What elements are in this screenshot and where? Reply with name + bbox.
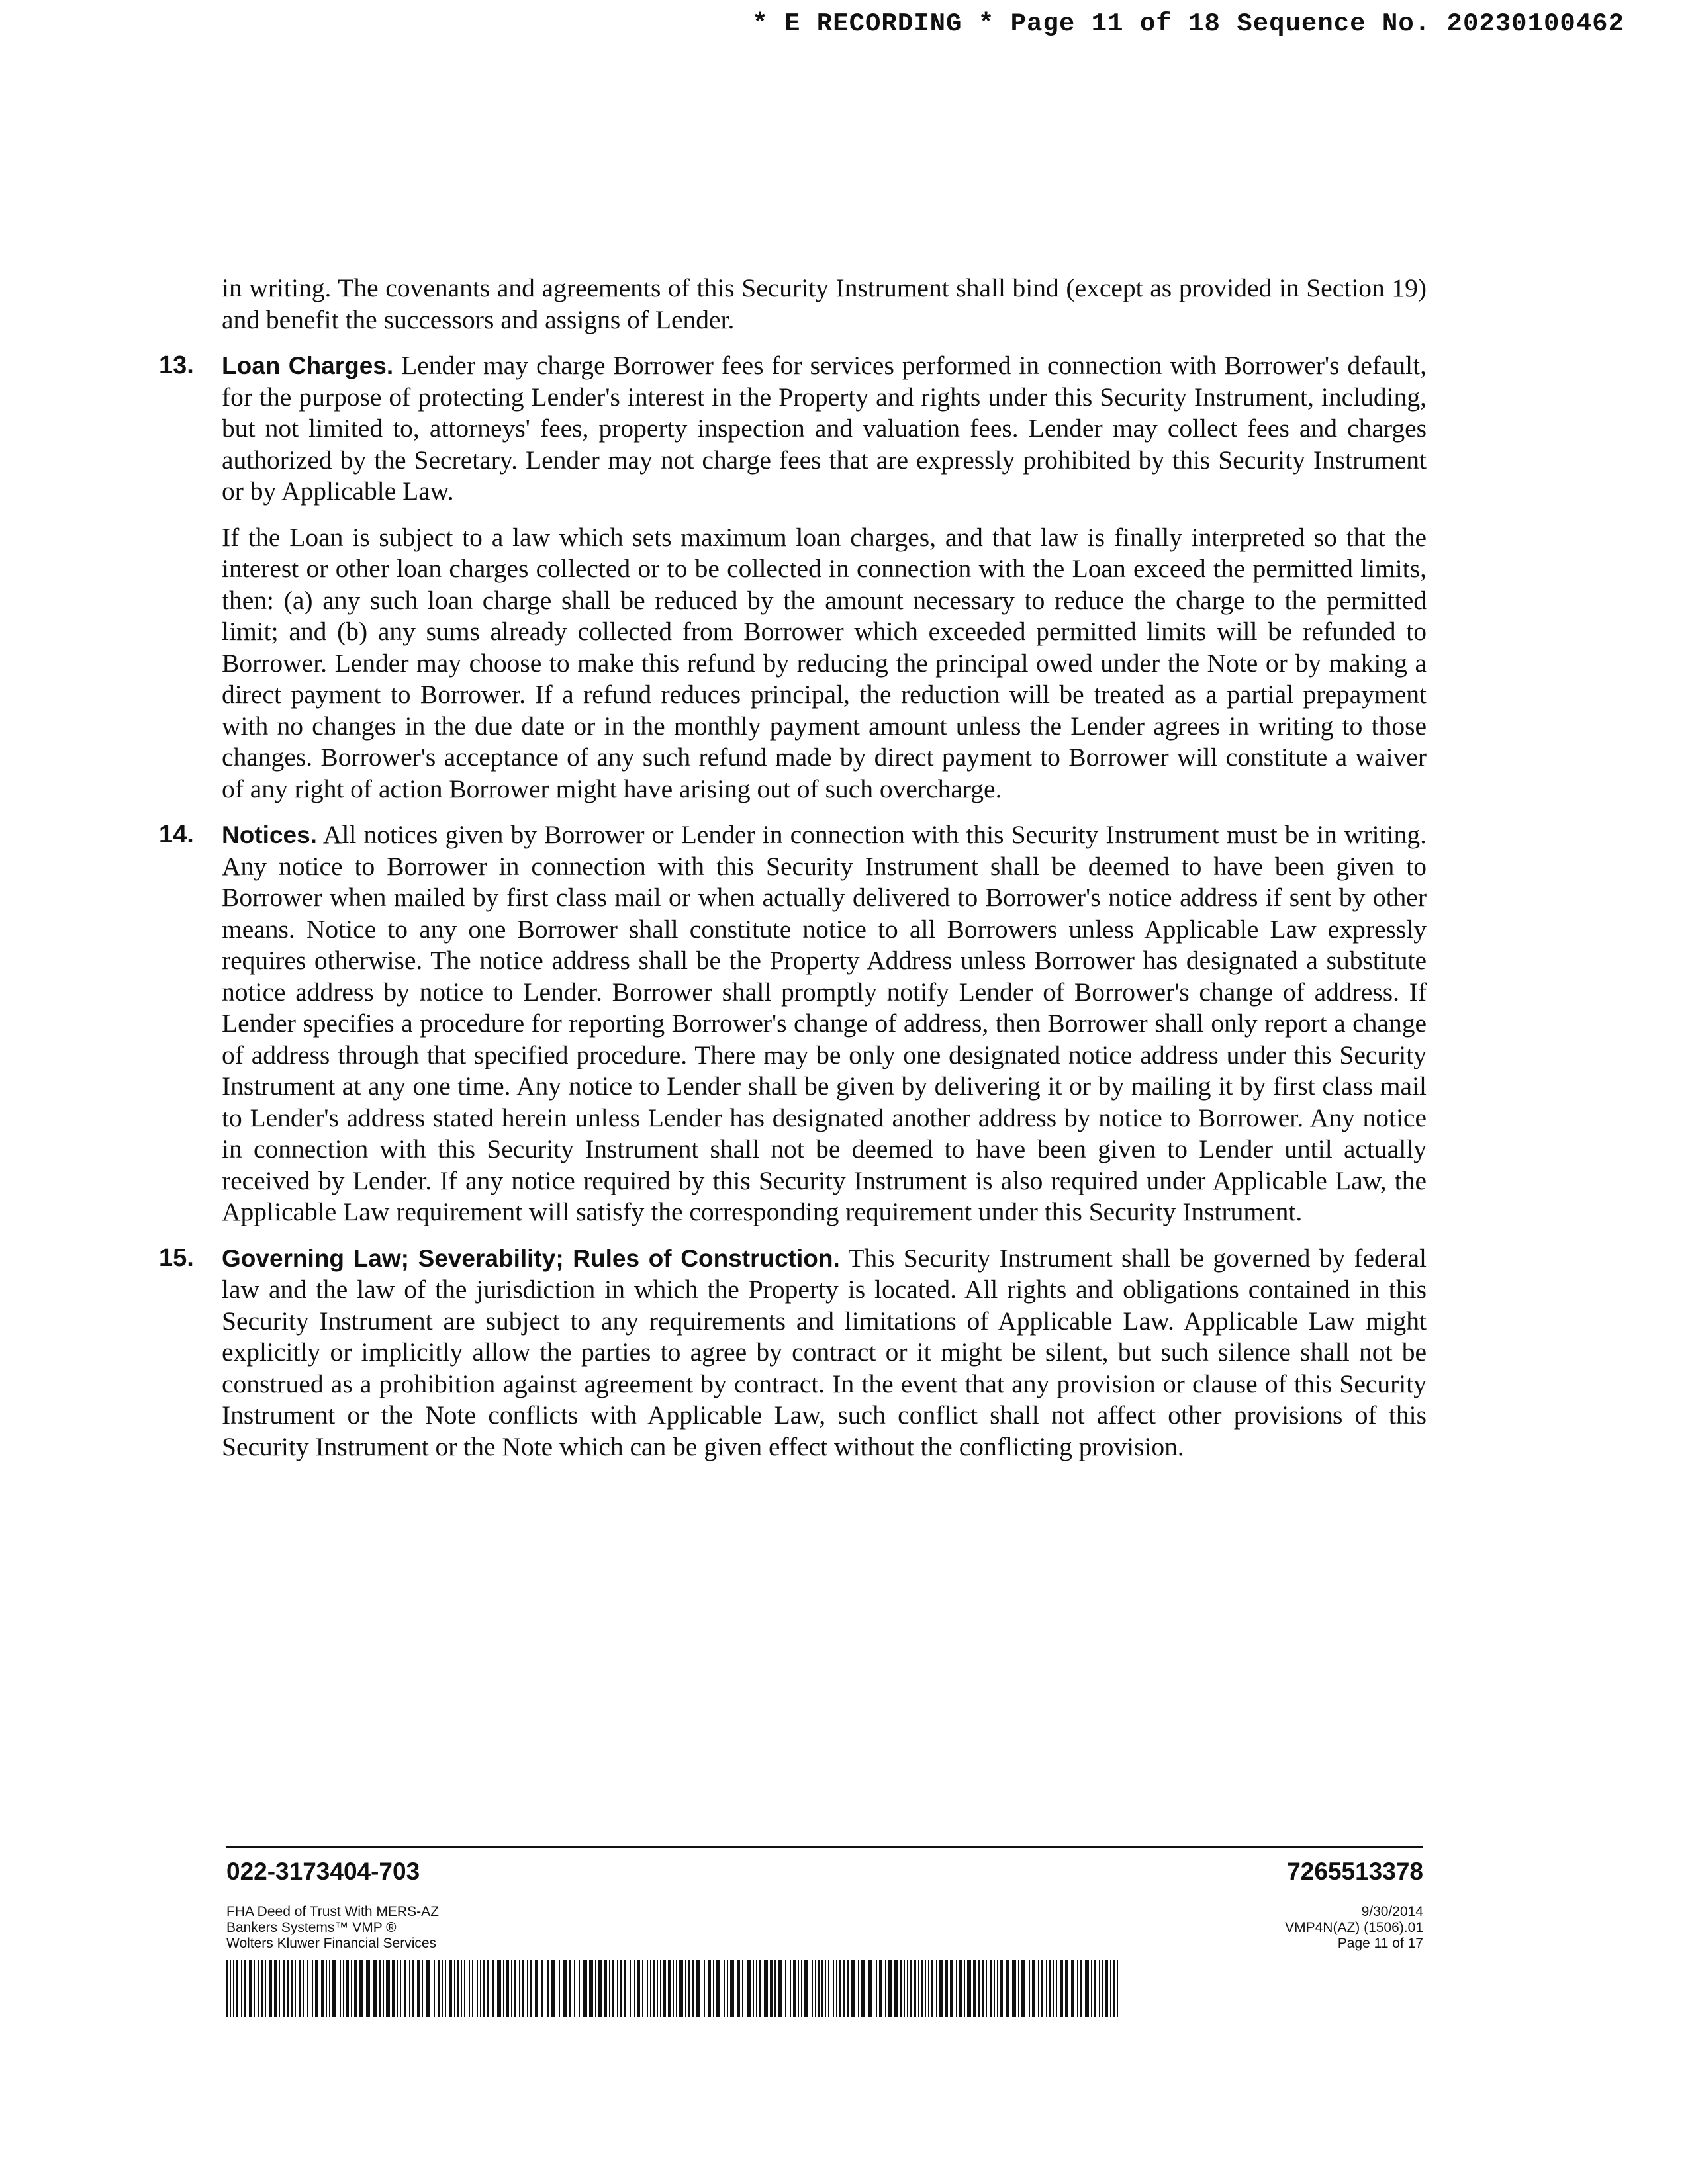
barcode-bar	[480, 1960, 481, 2017]
barcode-bar	[472, 1960, 473, 2017]
barcode-bar	[764, 1960, 768, 2017]
section-title: Notices.	[222, 821, 317, 848]
barcode-bar	[530, 1960, 532, 2017]
barcode-bar	[497, 1960, 501, 2017]
barcode-bar	[1021, 1960, 1025, 2017]
barcode-bar	[885, 1960, 886, 2017]
section-text: All notices given by Borrower or Lender in connection with this Security Instrument must be in writing. Any notice to Borrower in connection with this Security Instrument shall be deemed to have been given to Borrower when mailed by first class mail or when actually delivered to Borrower's notice address if sent by other means. Notice to any one Borrower shall constitute notice to all Borrowers unless Applicable Law expressly requires otherwise. The notice address shall be the Property Address unless Borrower has designated a substitute notice address by notice to Lender. Borrower shall promptly notify Lender of Borrower's change of address. If Lender specifies a procedure for reporting Borrower's change of address, then Borrower shall only report a change of address through that specified procedure. There may be only one designated notice address under this Security Instrument at any one time. Any notice to Lender shall be given by delivering it or by mailing it by first class mail to Lender's address stated herein unless Lender has designated another address by notice to Borrower. Any notice in connection with this Security Instrument shall not be deemed to have been given to Lender until actually received by Lender. If any notice required by this Security Instrument is also required under Applicable Law, the Applicable Law requirement will satisfy the corresponding requirement under this Security Instrument.	[222, 820, 1427, 1226]
form-meta	[1285, 1904, 1423, 1952]
barcode-bar	[307, 1960, 308, 2017]
barcode-bar	[1065, 1960, 1068, 2017]
barcode-bar	[724, 1960, 725, 2017]
barcode-bar	[1038, 1960, 1039, 2017]
barcode	[226, 1960, 1124, 2017]
barcode-bar	[630, 1960, 631, 2017]
barcode-bar	[833, 1960, 834, 2017]
intro-paragraph: in writing. The covenants and agreements of this Security Instrument shall bind (except as provided in Section 19) and benefit the successors and assigns of Lender.	[222, 273, 1427, 334]
barcode-bar	[346, 1960, 349, 2017]
barcode-bar	[907, 1960, 908, 2017]
barcode-bar	[483, 1960, 485, 2017]
barcode-bar	[442, 1960, 443, 2017]
barcode-bar	[295, 1960, 296, 2017]
barcode-bar	[397, 1960, 398, 2017]
form-info	[226, 1904, 439, 1952]
barcode-bar	[668, 1960, 671, 2017]
barcode-bar	[449, 1960, 452, 2017]
barcode-bar	[663, 1960, 666, 2017]
barcode-bar	[409, 1960, 410, 2017]
barcode-bar	[918, 1960, 919, 2017]
barcode-bar	[226, 1960, 228, 2017]
barcode-bar	[457, 1960, 459, 2017]
section-paragraph: If the Loan is subject to a law which sets maximum loan charges, and that law is finally interpreted so that the interest or other loan charges collected or to be collected in connection with the Loan exceed the permitted limits, then: (a) any such loan charge shall be reduced by the amount necessary to reduce the charge to the permitted limit; and (b) any sums already collected from Borrower which exceeded permitted limits will be refunded to Borrower. Lender may choose to make this refund by reducing the principal owed under the Note or by making a direct payment to Borrower. If a refund reduces principal, the reduction will be treated as a partial prepayment with no changes in the due date or in the monthly payment amount unless the Lender agrees in writing to those changes. Borrower's acceptance of any such refund made by direct payment to Borrower will constitute a waiver of any right of action Borrower might have arising out of such overcharge.	[222, 522, 1427, 803]
barcode-bar	[595, 1960, 596, 2017]
barcode-bar	[967, 1960, 971, 2017]
barcode-bar	[696, 1960, 700, 2017]
barcode-bar	[527, 1960, 528, 2017]
barcode-bar	[973, 1960, 976, 2017]
barcode-bar	[551, 1960, 555, 2017]
barcode-bar	[332, 1960, 336, 2017]
barcode-bar	[279, 1960, 280, 2017]
barcode-bar	[589, 1960, 593, 2017]
barcode-bar	[888, 1960, 892, 2017]
barcode-bar	[1056, 1960, 1057, 2017]
form-publisher: Wolters Kluwer Financial Services	[226, 1936, 437, 1951]
section-number: 15.	[159, 1244, 194, 1272]
barcode-bar	[1032, 1960, 1035, 2017]
barcode-bar	[287, 1960, 289, 2017]
barcode-bar	[417, 1960, 420, 2017]
barcode-bar	[569, 1960, 571, 2017]
barcode-bar	[620, 1960, 622, 2017]
barcode-bar	[904, 1960, 905, 2017]
barcode-bar	[798, 1960, 799, 2017]
barcode-bar	[742, 1960, 743, 2017]
barcode-bar	[990, 1960, 992, 2017]
barcode-bar	[737, 1960, 740, 2017]
barcode-bar	[939, 1960, 943, 2017]
barcode-bar	[688, 1960, 690, 2017]
barcode-bar	[847, 1960, 849, 2017]
barcode-bar	[1006, 1960, 1009, 2017]
barcode-bar	[637, 1960, 640, 2017]
barcode-bar	[978, 1960, 980, 2017]
section-15	[159, 1243, 1427, 1463]
barcode-bar	[340, 1960, 341, 2017]
barcode-bar	[249, 1960, 252, 2017]
barcode-bar	[598, 1960, 602, 2017]
barcode-bar	[469, 1960, 470, 2017]
barcode-bar	[825, 1960, 826, 2017]
barcode-bar	[676, 1960, 677, 2017]
barcode-bar	[563, 1960, 567, 2017]
barcode-bar	[994, 1960, 995, 2017]
barcode-bar	[445, 1960, 446, 2017]
barcode-bar	[492, 1960, 494, 2017]
barcode-bar	[386, 1960, 390, 2017]
form-date: 9/30/2014	[1361, 1904, 1423, 1919]
section-number: 13.	[159, 351, 194, 379]
form-page: Page 11 of 17	[1337, 1936, 1423, 1951]
barcode-bar	[383, 1960, 384, 2017]
barcode-bar	[685, 1960, 686, 2017]
barcode-bar	[1053, 1960, 1054, 2017]
barcode-bar	[657, 1960, 658, 2017]
barcode-bar	[1085, 1960, 1089, 2017]
barcode-bar	[894, 1960, 898, 2017]
barcode-bar	[945, 1960, 948, 2017]
barcode-bar	[986, 1960, 987, 2017]
barcode-bar	[1046, 1960, 1047, 2017]
barcode-bar	[868, 1960, 872, 2017]
barcode-bar	[265, 1960, 266, 2017]
barcode-bar	[956, 1960, 957, 2017]
loan-number: 022-3173404-703	[226, 1858, 420, 1885]
barcode-bar	[1071, 1960, 1074, 2017]
barcode-bar	[379, 1960, 381, 2017]
barcode-bar	[818, 1960, 820, 2017]
barcode-bar	[692, 1960, 694, 2017]
barcode-bar	[770, 1960, 773, 2017]
barcode-bar	[454, 1960, 455, 2017]
barcode-bar	[1041, 1960, 1043, 2017]
barcode-bar	[1099, 1960, 1100, 2017]
barcode-bar	[660, 1960, 661, 2017]
barcode-bar	[642, 1960, 643, 2017]
barcode-bar	[351, 1960, 352, 2017]
barcode-bar	[366, 1960, 370, 2017]
barcode-bar	[559, 1960, 560, 2017]
barcode-bar	[815, 1960, 816, 2017]
barcode-bar	[291, 1960, 293, 2017]
barcode-bar	[753, 1960, 754, 2017]
barcode-bar	[274, 1960, 277, 2017]
barcode-bar	[793, 1960, 796, 2017]
barcode-bar	[326, 1960, 327, 2017]
barcode-bar	[747, 1960, 751, 2017]
barcode-bar	[464, 1960, 465, 2017]
barcode-bar	[828, 1960, 829, 2017]
barcode-bar	[851, 1960, 855, 2017]
barcode-bar	[1000, 1960, 1003, 2017]
barcode-bar	[236, 1960, 238, 2017]
section-14	[159, 819, 1427, 1228]
barcode-bar	[964, 1960, 965, 2017]
barcode-bar	[653, 1960, 655, 2017]
barcode-bar	[400, 1960, 401, 2017]
barcode-bar	[261, 1960, 263, 2017]
form-vendor: Bankers Systems™ VMP ®	[226, 1920, 397, 1935]
barcode-bar	[910, 1960, 912, 2017]
barcode-bar	[931, 1960, 933, 2017]
barcode-bar	[1080, 1960, 1082, 2017]
barcode-bar	[727, 1960, 728, 2017]
barcode-bar	[1012, 1960, 1016, 2017]
barcode-bar	[321, 1960, 324, 2017]
barcode-bar	[730, 1960, 734, 2017]
barcode-bar	[936, 1960, 937, 2017]
barcode-bar	[583, 1960, 587, 2017]
barcode-bar	[574, 1960, 575, 2017]
barcode-bar	[477, 1960, 478, 2017]
barcode-bar	[713, 1960, 714, 2017]
barcode-bar	[547, 1960, 549, 2017]
barcode-bar	[914, 1960, 916, 2017]
barcode-bar	[804, 1960, 808, 2017]
barcode-bar	[708, 1960, 711, 2017]
barcode-bar	[673, 1960, 674, 2017]
recording-header: * E RECORDING * Page 11 of 18 Sequence No. 20230100462	[752, 9, 1624, 38]
barcode-bar	[535, 1960, 538, 2017]
barcode-bar	[650, 1960, 651, 2017]
barcode-bar	[1029, 1960, 1030, 2017]
barcode-bar	[647, 1960, 648, 2017]
barcode-bar	[1060, 1960, 1063, 2017]
barcode-bar	[756, 1960, 757, 2017]
barcode-bar	[812, 1960, 813, 2017]
barcode-bar	[519, 1960, 520, 2017]
barcode-bar	[634, 1960, 635, 2017]
barcode-bar	[404, 1960, 406, 2017]
section-title: Governing Law; Severability; Rules of Construction.	[222, 1244, 840, 1272]
section-13	[159, 350, 1427, 805]
barcode-bar	[759, 1960, 761, 2017]
barcode-bar	[303, 1960, 304, 2017]
section-number: 14.	[159, 821, 194, 848]
barcode-bar	[928, 1960, 929, 2017]
form-title: FHA Deed of Trust With MERS-AZ	[226, 1904, 439, 1919]
barcode-bar	[1113, 1960, 1115, 2017]
barcode-bar	[1094, 1960, 1096, 2017]
barcode-bar	[579, 1960, 580, 2017]
section-text: Lender may charge Borrower fees for services performed in connection with Borrower's default, for the purpose of protecting Lender's interest in the Property and rights under this Security Instrument, including, but not limited to, attorneys' fees, property inspection and valuation fees. Lender may collect fees and charges authorized by the Secretary. Lender may not charge fees that are expressly prohibited by this Security Instrument or by Applicable Law.	[222, 351, 1427, 506]
barcode-bar	[373, 1960, 377, 2017]
barcode-bar	[679, 1960, 683, 2017]
barcode-bar	[876, 1960, 877, 2017]
barcode-bar	[624, 1960, 626, 2017]
barcode-bar	[244, 1960, 246, 2017]
barcode-bar	[843, 1960, 845, 2017]
barcode-bar	[329, 1960, 330, 2017]
form-code: VMP4N(AZ) (1506).01	[1285, 1920, 1423, 1935]
barcode-bar	[233, 1960, 234, 2017]
barcode-bar	[774, 1960, 776, 2017]
document-number: 7265513378	[1287, 1858, 1423, 1885]
barcode-bar	[858, 1960, 859, 2017]
barcode-bar	[1091, 1960, 1092, 2017]
footer-divider	[226, 1846, 1423, 1848]
barcode-bar	[1102, 1960, 1103, 2017]
barcode-bar	[487, 1960, 489, 2017]
barcode-bar	[1105, 1960, 1108, 2017]
barcode-bar	[506, 1960, 509, 2017]
barcode-bar	[312, 1960, 313, 2017]
document-body	[159, 273, 1427, 1477]
barcode-bar	[269, 1960, 272, 2017]
barcode-bar	[230, 1960, 231, 2017]
barcode-bar	[1077, 1960, 1078, 2017]
barcode-bar	[258, 1960, 259, 2017]
barcode-bar	[412, 1960, 414, 2017]
section-title: Loan Charges.	[222, 352, 394, 379]
barcode-bar	[716, 1960, 720, 2017]
barcode-bar	[354, 1960, 357, 2017]
barcode-bar	[541, 1960, 543, 2017]
barcode-bar	[801, 1960, 802, 2017]
barcode-bar	[925, 1960, 926, 2017]
barcode-bar	[254, 1960, 255, 2017]
barcode-bar	[836, 1960, 837, 2017]
barcode-bar	[315, 1960, 318, 2017]
barcode-bar	[950, 1960, 953, 2017]
barcode-bar	[283, 1960, 285, 2017]
barcode-bar	[241, 1960, 242, 2017]
barcode-bar	[821, 1960, 823, 2017]
barcode-bar	[785, 1960, 786, 2017]
barcode-bar	[900, 1960, 902, 2017]
barcode-bar	[612, 1960, 614, 2017]
barcode-bar	[879, 1960, 882, 2017]
barcode-bar	[704, 1960, 705, 2017]
barcode-bar	[839, 1960, 841, 2017]
barcode-bar	[921, 1960, 923, 2017]
section-text: This Security Instrument shall be governed by federal law and the law of the jurisdiction in which the Property is located. All rights and obligations contained in this Security Instrument are subject to any requirements and limitations of Applicable Law. Applicable Law might explicitly or implicitly allow the parties to agree by contract or it might be silent, but such silence shall not be construed as a prohibition against agreement by contract. In the event that any provision or clause of this Security Instrument or the Note conflicts with Applicable Law, such conflict shall not affect other provisions of this Security Instrument or the Note which can be given effect without the conflicting provision.	[222, 1243, 1427, 1461]
barcode-bar	[1117, 1960, 1118, 2017]
barcode-bar	[422, 1960, 423, 2017]
barcode-bar	[778, 1960, 782, 2017]
barcode-bar	[438, 1960, 440, 2017]
barcode-bar	[1110, 1960, 1111, 2017]
barcode-bar	[514, 1960, 516, 2017]
barcode-bar	[997, 1960, 998, 2017]
barcode-bar	[617, 1960, 618, 2017]
barcode-bar	[343, 1960, 344, 2017]
barcode-bar	[959, 1960, 962, 2017]
barcode-bar	[511, 1960, 512, 2017]
barcode-bar	[461, 1960, 462, 2017]
barcode-bar	[426, 1960, 430, 2017]
barcode-bar	[299, 1960, 301, 2017]
barcode-bar	[434, 1960, 435, 2017]
barcode-bar	[392, 1960, 395, 2017]
barcode-bar	[861, 1960, 865, 2017]
barcode-bar	[359, 1960, 363, 2017]
barcode-bar	[609, 1960, 610, 2017]
barcode-bar	[982, 1960, 984, 2017]
barcode-bar	[604, 1960, 607, 2017]
barcode-bar	[503, 1960, 504, 2017]
barcode-bar	[522, 1960, 524, 2017]
barcode-bar	[790, 1960, 791, 2017]
barcode-bar	[1018, 1960, 1019, 2017]
barcode-bar	[1049, 1960, 1051, 2017]
